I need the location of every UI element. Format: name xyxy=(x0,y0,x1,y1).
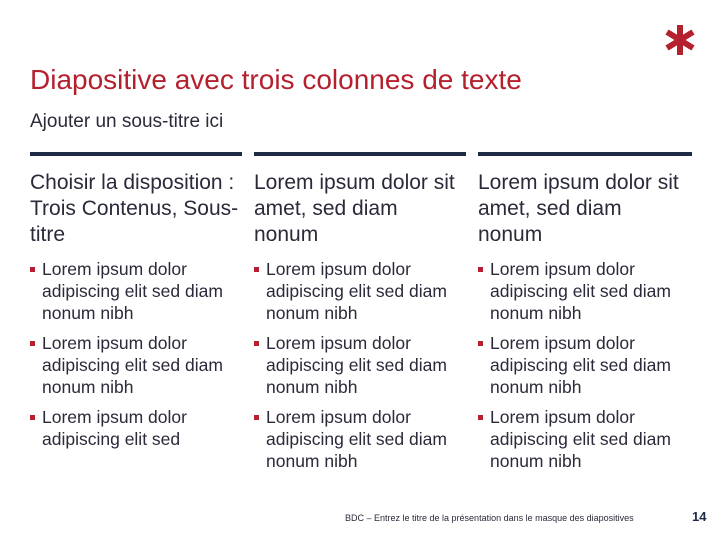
bullet-list xyxy=(30,258,240,450)
bullet-list xyxy=(478,258,688,472)
list-item: Lorem ipsum dolor adipiscing elit sed diam nonum nibh xyxy=(478,258,688,324)
list-item: Lorem ipsum dolor adipiscing elit sed diam nonum nibh xyxy=(254,258,464,324)
asterisk-logo-icon xyxy=(664,22,696,58)
column-heading: Lorem ipsum dolor sit amet, sed diam nonum xyxy=(254,171,455,246)
column-heading: Lorem ipsum dolor sit amet, sed diam nonum xyxy=(478,171,679,246)
text-column-1[interactable] xyxy=(30,170,240,458)
list-item: Lorem ipsum dolor adipiscing elit sed diam nonum nibh xyxy=(254,406,464,472)
slide-subtitle[interactable]: Ajouter un sous-titre ici xyxy=(30,111,224,132)
column-rule-3 xyxy=(478,152,692,156)
column-heading: Choisir la disposition : Trois Contenus, Sous-titre xyxy=(30,171,239,246)
footer-text: BDC – Entrez le titre de la présentation dans le masque des diapositives xyxy=(345,513,634,523)
list-item: Lorem ipsum dolor adipiscing elit sed diam nonum nibh xyxy=(478,406,688,472)
list-item: Lorem ipsum dolor adipiscing elit sed xyxy=(30,406,240,450)
list-item: Lorem ipsum dolor adipiscing elit sed diam nonum nibh xyxy=(478,332,688,398)
list-item: Lorem ipsum dolor adipiscing elit sed diam nonum nibh xyxy=(254,332,464,398)
slide-title[interactable]: Diapositive avec trois colonnes de texte xyxy=(30,64,522,95)
column-rule-2 xyxy=(254,152,466,156)
list-item: Lorem ipsum dolor adipiscing elit sed diam nonum nibh xyxy=(30,332,240,398)
bullet-list xyxy=(254,258,464,472)
text-column-2[interactable] xyxy=(254,170,464,480)
list-item: Lorem ipsum dolor adipiscing elit sed diam nonum nibh xyxy=(30,258,240,324)
page-number: 14 xyxy=(692,509,707,524)
text-column-3[interactable] xyxy=(478,170,688,480)
column-rule-1 xyxy=(30,152,242,156)
